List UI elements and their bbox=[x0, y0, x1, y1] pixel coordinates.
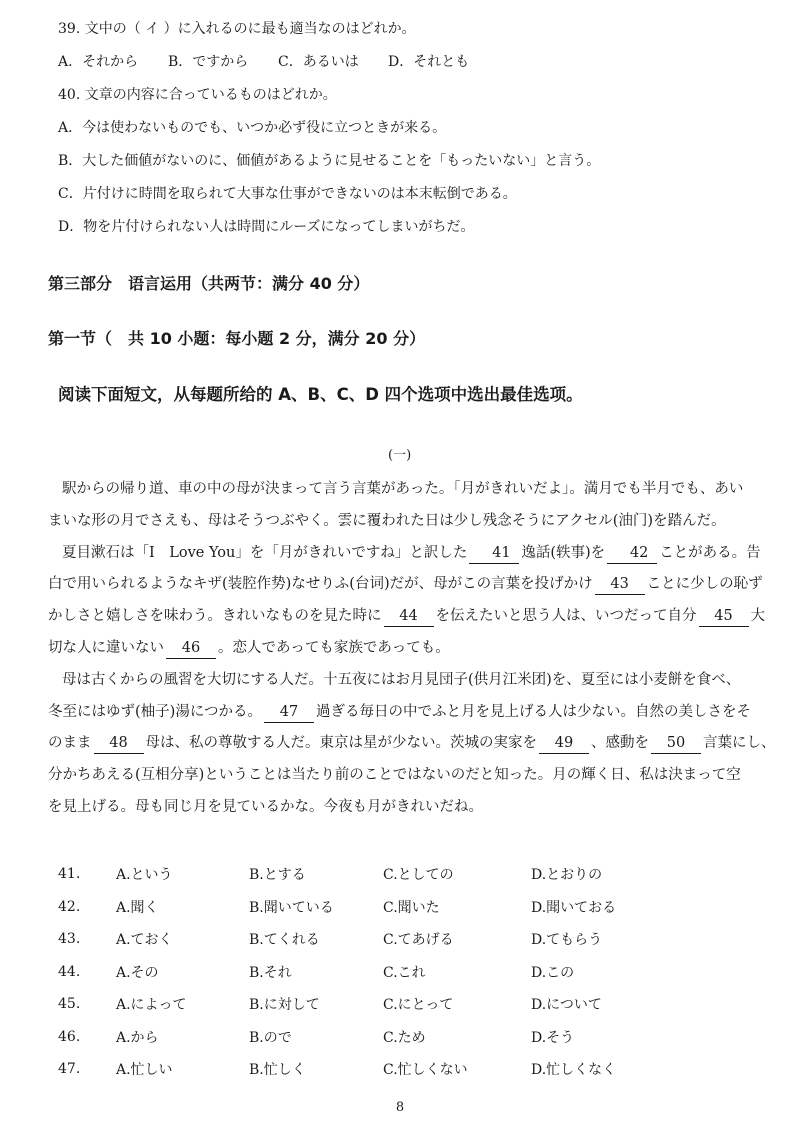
option-d[interactable]: D.聞いておる bbox=[531, 899, 617, 916]
text-run: かしさと嬉しさを味わう。きれいなものを見た時に bbox=[48, 608, 382, 625]
text-run: ことに少しの恥ず bbox=[646, 576, 763, 593]
option-a[interactable]: A.その bbox=[116, 964, 159, 981]
part-3-title: 第三部分 语言运用（共两节：满分 40 分） bbox=[48, 274, 370, 293]
option-c[interactable]: C.としての bbox=[383, 867, 454, 884]
question-row bbox=[58, 988, 651, 1021]
blank-44[interactable]: 44 bbox=[384, 606, 434, 627]
question-row bbox=[58, 858, 651, 891]
option-b[interactable]: B.聞いている bbox=[249, 899, 334, 916]
blank-41[interactable]: 41 bbox=[469, 543, 519, 564]
text-run: 言葉にし、 bbox=[703, 735, 776, 752]
passage-line: 母は古くからの風習を大切にする人だ。十五夜にはお月見団子(供月江米团)を、夏至には小麦餅を食べ、 bbox=[62, 671, 741, 688]
passage-number: (一) bbox=[388, 448, 412, 463]
option-c[interactable]: C.てあげる bbox=[383, 932, 454, 949]
blank-49[interactable]: 49 bbox=[539, 733, 589, 754]
option-d[interactable]: D.について bbox=[531, 997, 602, 1014]
passage-line bbox=[48, 538, 761, 570]
option-a[interactable]: A.聞く bbox=[116, 899, 159, 916]
text-run: 母は、私の尊敬する人だ。東京は星が少ない。茨城の実家を bbox=[145, 735, 537, 752]
question-40-stem: 40. 文章の内容に合っているものはどれか。 bbox=[58, 87, 337, 103]
question-row bbox=[58, 1053, 651, 1086]
option-b[interactable]: B.忙しく bbox=[249, 1062, 306, 1079]
blank-48[interactable]: 48 bbox=[94, 733, 144, 754]
blank-45[interactable]: 45 bbox=[699, 606, 749, 627]
option-39-a: A．それから bbox=[58, 54, 139, 70]
option-b[interactable]: B.それ bbox=[249, 964, 292, 981]
option-b[interactable]: B.とする bbox=[249, 867, 306, 884]
passage-line bbox=[48, 697, 758, 729]
question-39-options bbox=[58, 51, 469, 71]
option-d[interactable]: D.とおりの bbox=[531, 867, 603, 884]
question-number: 42. bbox=[58, 898, 81, 915]
passage-line: を見上げる。母も同じ月を見ているかな。今夜も月がきれいだね。 bbox=[48, 798, 483, 815]
option-a[interactable]: A.忙しい bbox=[116, 1062, 173, 1079]
option-d[interactable]: D.そう bbox=[531, 1029, 575, 1046]
question-number: 41. bbox=[58, 866, 81, 883]
passage bbox=[48, 474, 776, 824]
text-run: 過ぎる毎日の中でふと月を見上げる人は少ない。自然の美しさをそ bbox=[316, 703, 752, 720]
question-39-stem: 39. 文中の（ イ ）に入れるのに最も適当なのはどれか。 bbox=[58, 21, 416, 37]
blank-46[interactable]: 46 bbox=[166, 638, 216, 659]
option-40-a: A．今は使わないものでも、いつか必ず役に立つときが来る。 bbox=[58, 120, 447, 136]
text-run: 切な人に違いない bbox=[48, 639, 164, 656]
blank-43[interactable]: 43 bbox=[595, 574, 645, 595]
passage-line: 分かちあえる(互相分享)ということは当たり前のことではないのだと知った。月の輝く日、私は決まって空 bbox=[48, 767, 741, 784]
question-number: 44. bbox=[58, 963, 81, 980]
text-run: ことがある。告 bbox=[659, 544, 761, 561]
option-c[interactable]: C.にとって bbox=[383, 997, 454, 1014]
option-b[interactable]: B.に対して bbox=[249, 997, 320, 1014]
option-b[interactable]: B.てくれる bbox=[249, 932, 320, 949]
passage-line bbox=[48, 633, 758, 665]
text-run: を伝えたいと思う人は、いつだって自分 bbox=[435, 608, 697, 625]
option-39-c: C．あるいは bbox=[278, 54, 359, 70]
question-row bbox=[58, 891, 651, 924]
option-b[interactable]: B.ので bbox=[249, 1029, 292, 1046]
blank-42[interactable]: 42 bbox=[607, 543, 657, 564]
passage-line bbox=[48, 569, 763, 601]
option-d[interactable]: D.忙しくなく bbox=[531, 1062, 617, 1079]
option-d[interactable]: D.この bbox=[531, 964, 575, 981]
option-a[interactable]: A.から bbox=[116, 1029, 159, 1046]
blank-47[interactable]: 47 bbox=[264, 702, 314, 723]
option-a[interactable]: A.という bbox=[116, 867, 173, 884]
question-number: 46. bbox=[58, 1028, 81, 1045]
option-39-b: B．ですから bbox=[168, 54, 249, 70]
passage-line bbox=[48, 601, 765, 633]
question-number: 43. bbox=[58, 931, 81, 948]
option-a[interactable]: A.によって bbox=[116, 997, 187, 1014]
text-run: 。恋人であっても家族であっても。 bbox=[218, 639, 450, 656]
question-row bbox=[58, 923, 651, 956]
question-row bbox=[58, 956, 651, 989]
text-run: 冬至にはゆず(柚子)湯につかる。 bbox=[48, 703, 263, 720]
question-row bbox=[58, 1021, 651, 1054]
text-run: 大 bbox=[750, 608, 765, 625]
option-40-b: B．大した価値がないのに、価値があるように見せることを「もったいない」と言う。 bbox=[58, 153, 601, 169]
option-d[interactable]: D.てもらう bbox=[531, 932, 603, 949]
option-c[interactable]: C.ため bbox=[383, 1029, 426, 1046]
question-number: 47. bbox=[58, 1061, 81, 1078]
answer-options-table bbox=[58, 858, 651, 1086]
text-run: のまま bbox=[48, 735, 92, 752]
option-a[interactable]: A.ておく bbox=[116, 932, 173, 949]
question-number: 45. bbox=[58, 996, 81, 1013]
option-39-d: D．それとも bbox=[388, 54, 470, 70]
option-c[interactable]: C.忙しくない bbox=[383, 1062, 468, 1079]
option-40-d: D．物を片付けられない人は時間にルーズになってしまいがちだ。 bbox=[58, 219, 475, 235]
text-run: 逸話(轶事)を bbox=[521, 544, 606, 561]
option-40-c: C．片付けに時間を取られて大事な仕事ができないのは本末転倒である。 bbox=[58, 186, 517, 202]
instruction: 阅读下面短文，从每题所给的 A、B、C、D 四个选项中选出最佳选项。 bbox=[58, 385, 583, 404]
text-run: 夏目漱石は「I Love You」を「月がきれいですね」と訳した bbox=[62, 544, 468, 561]
passage-line bbox=[48, 728, 776, 760]
text-run: 、感動を bbox=[591, 735, 649, 752]
option-c[interactable]: C.これ bbox=[383, 964, 426, 981]
section-1-title: 第一节（ 共 10 小题：每小题 2 分，满分 20 分） bbox=[48, 329, 426, 348]
passage-line: 駅からの帰り道、車の中の母が決まって言う言葉があった。「月がきれいだよ」。満月でも半月でも、あい bbox=[62, 481, 744, 497]
passage-line: まいな形の月でさえも、母はそうつぶやく。雲に覆われた日は少し残念そうにアクセル(油门)を踏んだ。 bbox=[48, 512, 726, 529]
page-number: 8 bbox=[395, 1100, 405, 1115]
text-run: 白で用いられるようなキザ(装腔作势)なせりふ(台词)だが、母がこの言葉を投げかけ bbox=[48, 576, 593, 593]
blank-50[interactable]: 50 bbox=[651, 733, 701, 754]
option-c[interactable]: C.聞いた bbox=[383, 899, 440, 916]
